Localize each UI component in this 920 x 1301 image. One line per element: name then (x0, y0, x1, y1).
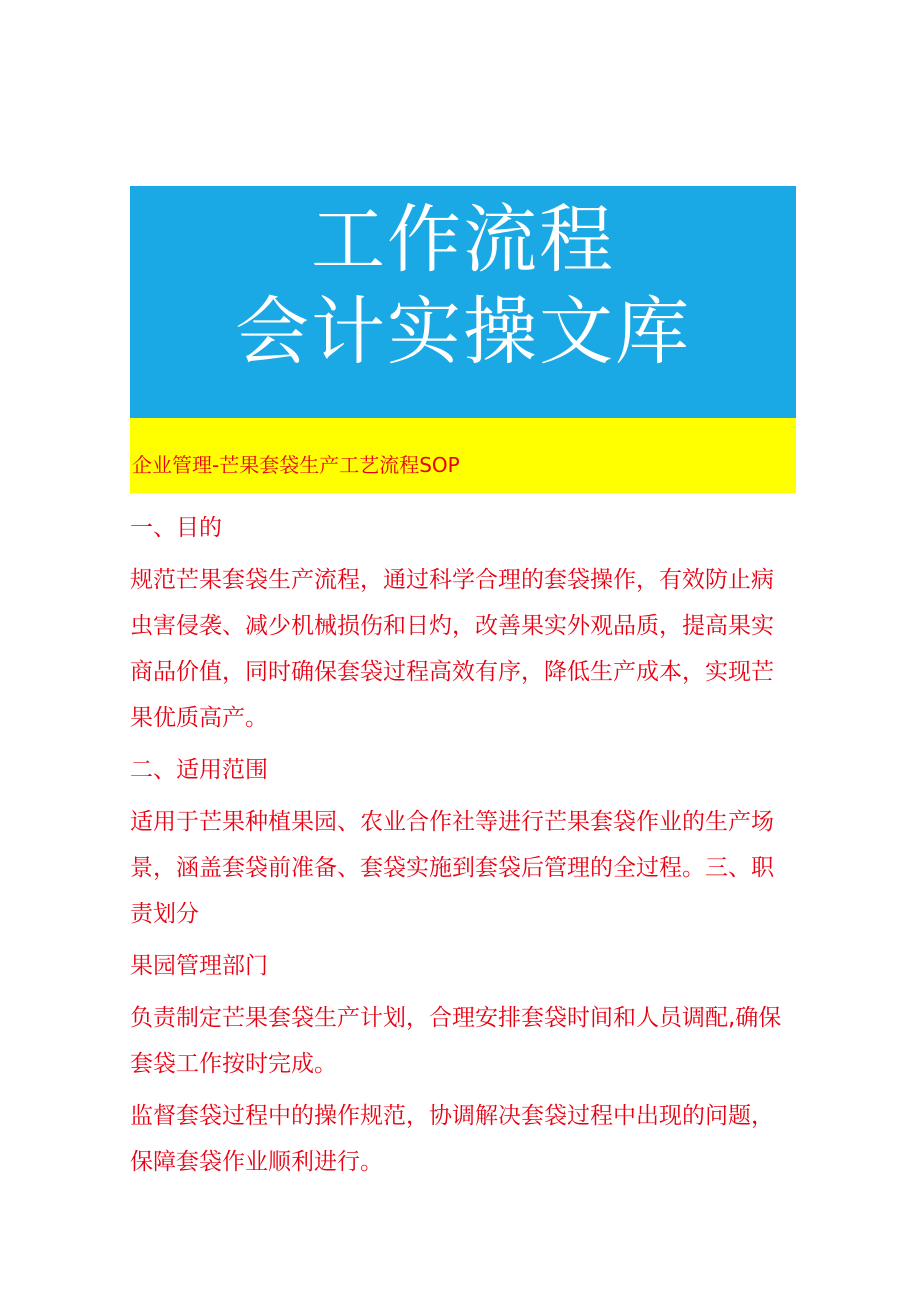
purpose-line: 虫害侵袭、减少机械损伤和日灼，改善果实外观品质，提高果实 (130, 613, 774, 639)
banner-title-line-1: 工作流程 (311, 197, 615, 283)
scope-line: 责划分 (130, 901, 199, 927)
section-heading-purpose: 一、目的 (130, 515, 222, 541)
document-subtitle: 企业管理-芒果套袋生产工艺流程SOP (132, 453, 460, 477)
title-banner (130, 186, 796, 418)
section-heading-scope: 二、适用范围 (130, 757, 268, 783)
scope-line: 景，涵盖套袋前准备、套袋实施到套袋后管理的全过程。三、职 (130, 855, 774, 881)
subtitle-bar (130, 418, 796, 493)
document-body (130, 505, 796, 1185)
dept-para-2-line: 监督套袋过程中的操作规范，协调解决套袋过程中出现的问题， (130, 1103, 774, 1129)
purpose-line: 规范芒果套袋生产流程，通过科学合理的套袋操作，有效防止病 (130, 567, 774, 593)
dept-para-1-line: 负责制定芒果套袋生产计划，合理安排套袋时间和人员调配,确保 (130, 1005, 782, 1031)
section-heading-dept: 果园管理部门 (130, 953, 268, 979)
purpose-line: 果优质高产。 (130, 705, 268, 731)
dept-para-2-line: 保障套袋作业顺利进行。 (130, 1149, 383, 1175)
banner-title-line-2: 会计实操文库 (235, 289, 691, 375)
purpose-line: 商品价值，同时确保套袋过程高效有序，降低生产成本，实现芒 (130, 659, 774, 685)
dept-para-1-line: 套袋工作按时完成。 (130, 1051, 337, 1077)
scope-line: 适用于芒果种植果园、农业合作社等进行芒果套袋作业的生产场 (130, 809, 774, 835)
